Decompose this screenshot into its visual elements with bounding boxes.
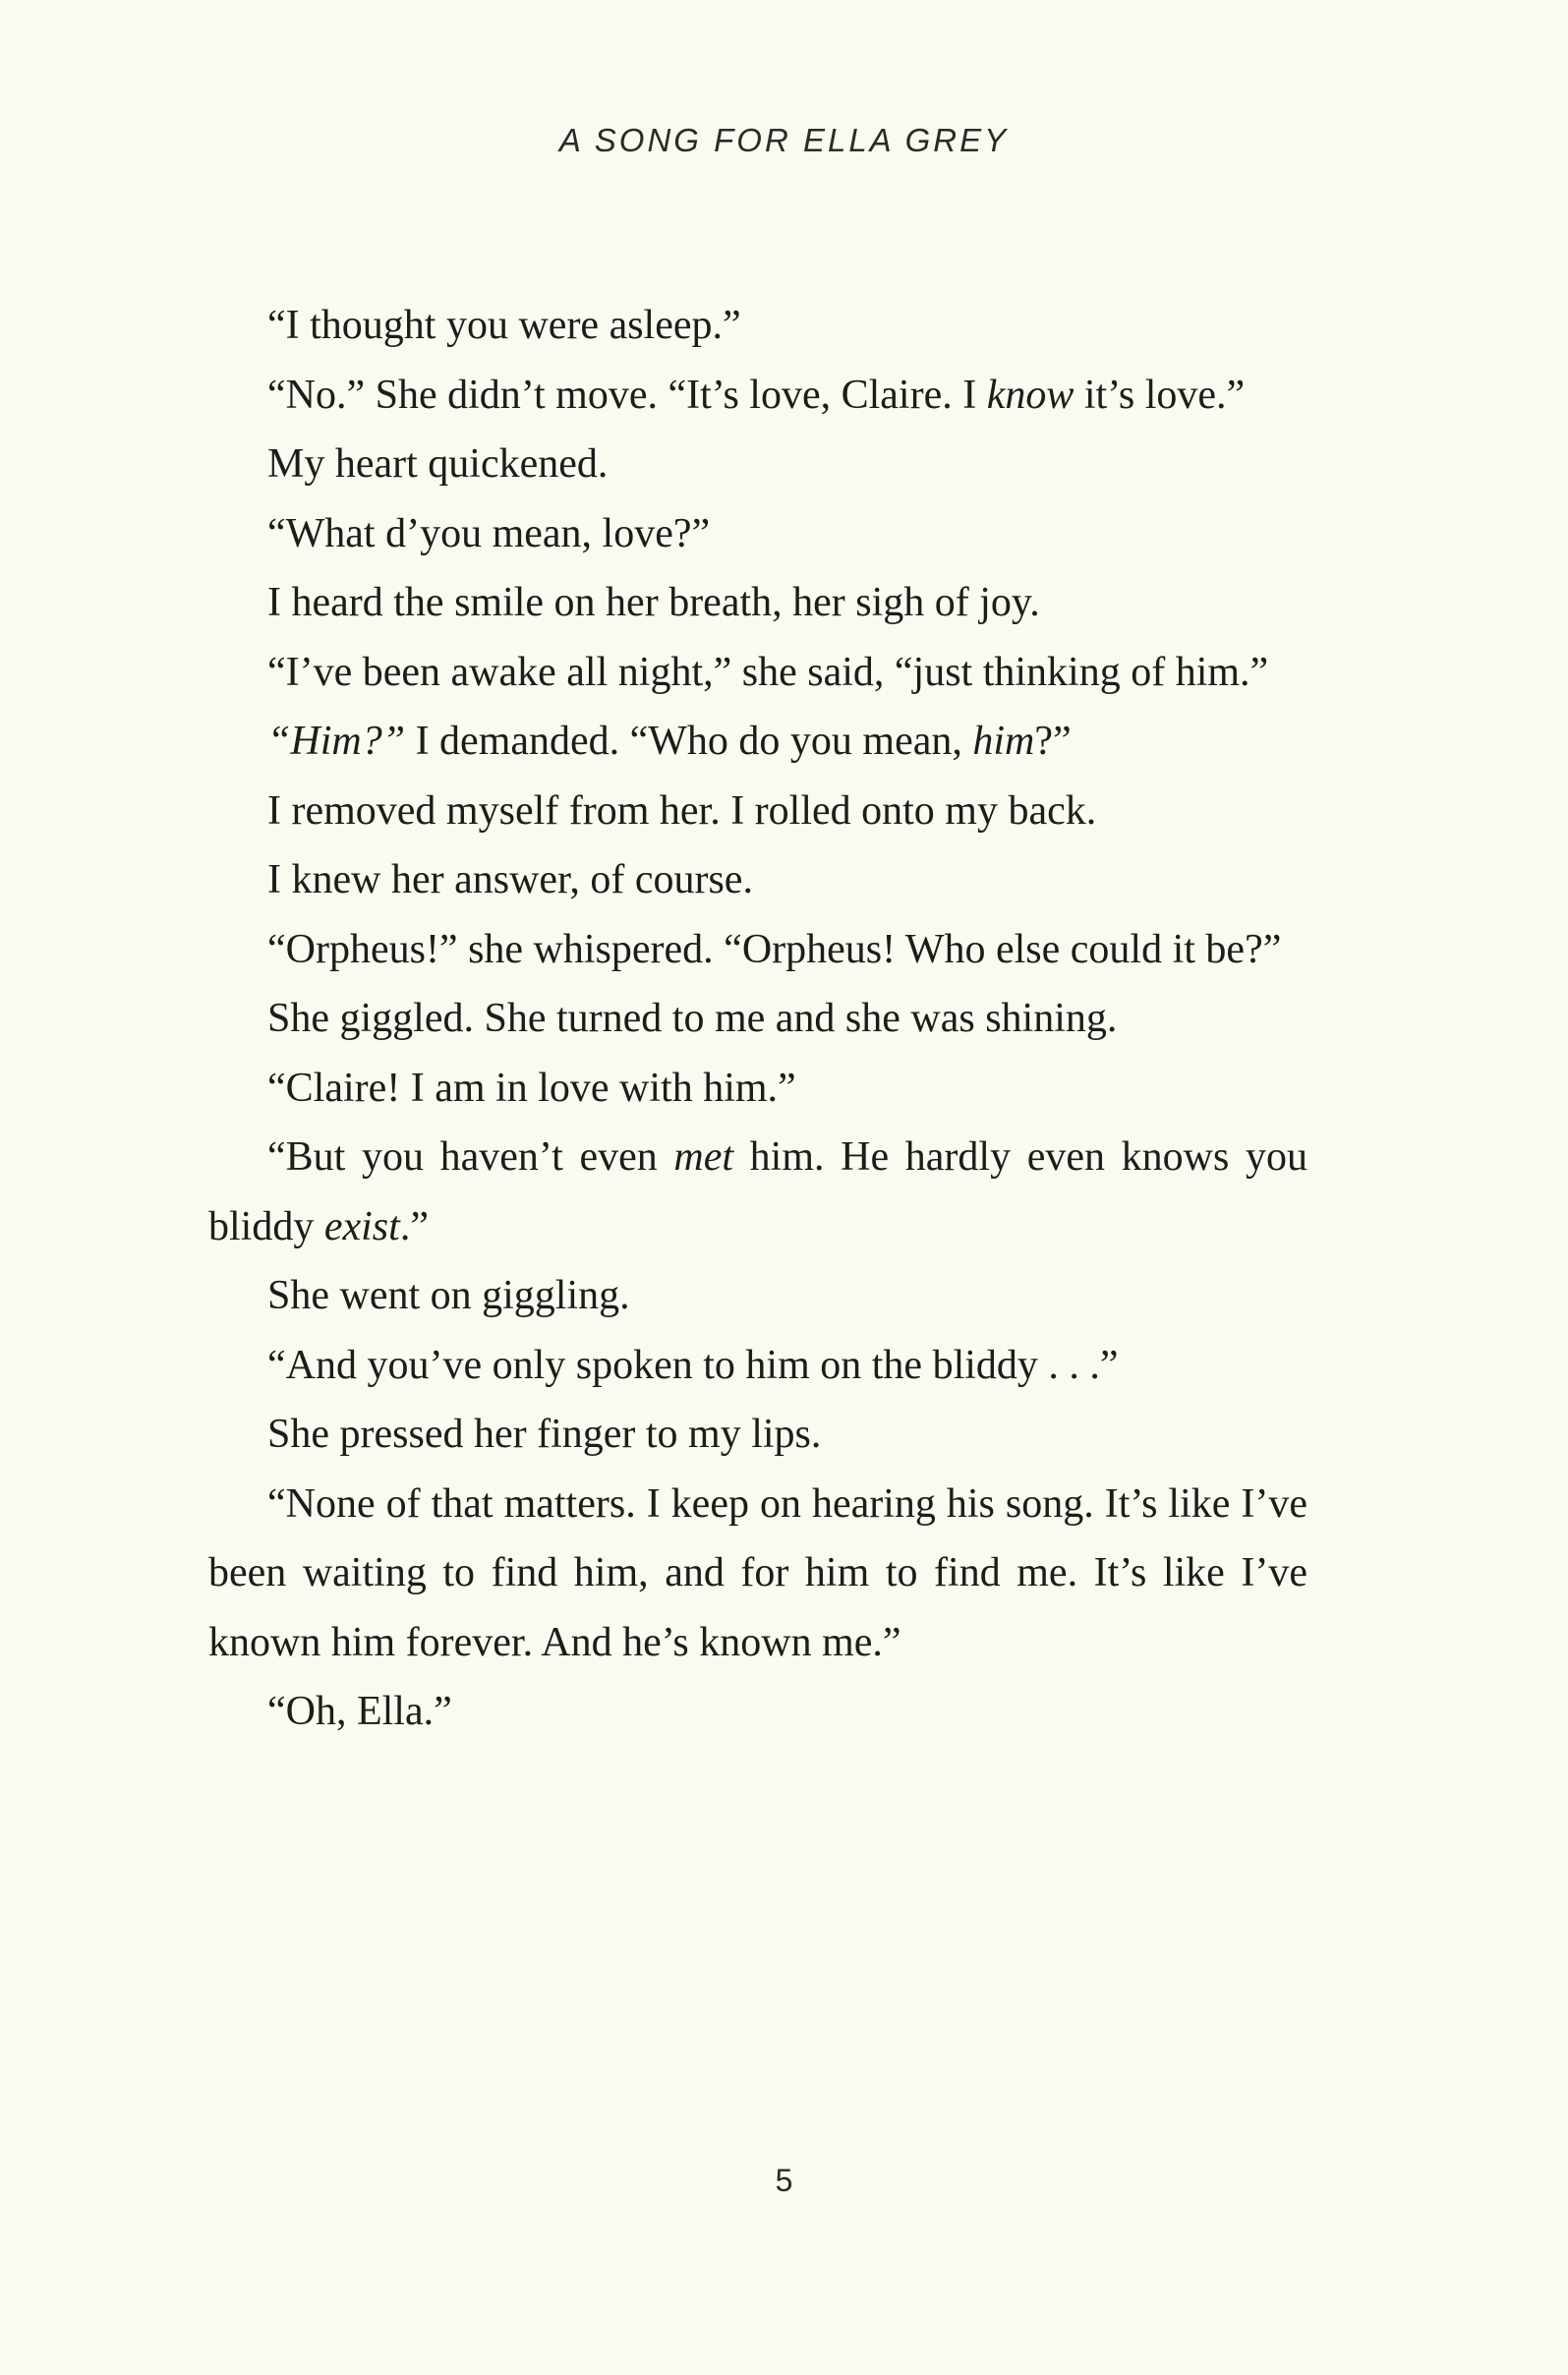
italic-text: “Him?”	[267, 719, 406, 764]
text-run: him. He hardly even knows you bliddy	[208, 1134, 1307, 1249]
paragraph	[208, 1677, 1307, 1747]
text-run: “I’ve been awake all night,” she said, “just thinking of him.”	[267, 649, 1269, 695]
text-run: “Orpheus!” she whispered. “Orpheus! Who else could it be?”	[267, 926, 1282, 972]
text-run: My heart quickened.	[267, 441, 609, 487]
text-run: She went on giggling.	[267, 1273, 630, 1318]
paragraph	[208, 1123, 1307, 1261]
paragraph	[208, 638, 1307, 708]
paragraph	[208, 915, 1307, 985]
body-text	[208, 291, 1307, 1747]
paragraph	[208, 1261, 1307, 1331]
italic-text: know	[986, 372, 1074, 418]
text-run: “Claire! I am in love with him.”	[267, 1065, 796, 1111]
paragraph	[208, 984, 1307, 1054]
paragraph	[208, 430, 1307, 499]
text-run: She pressed her finger to my lips.	[267, 1412, 822, 1457]
paragraph	[208, 845, 1307, 915]
paragraph	[208, 568, 1307, 638]
text-run: “None of that matters. I keep on hearing his song. It’s like I’ve been waiting to find him, and for him to find me. It’s like I’ve known him forever. And he’s known me.”	[208, 1480, 1307, 1665]
text-run: “But you haven’t even	[267, 1134, 674, 1180]
text-run: ?”	[1034, 719, 1072, 764]
paragraph	[208, 1054, 1307, 1124]
text-run: “And you’ve only spoken to him on the bliddy . . .”	[267, 1342, 1119, 1388]
paragraph	[208, 707, 1307, 777]
text-run: I knew her answer, of course.	[267, 857, 753, 902]
paragraph	[208, 361, 1307, 431]
text-run: I demanded. “Who do you mean,	[405, 719, 973, 764]
paragraph	[208, 1400, 1307, 1470]
paragraph	[208, 499, 1307, 569]
running-head: A SONG FOR ELLA GREY	[558, 122, 1010, 158]
text-run: it’s love.”	[1074, 372, 1246, 418]
text-run: She giggled. She turned to me and she was shining.	[267, 996, 1118, 1041]
paragraph	[208, 291, 1307, 361]
italic-text: him	[972, 719, 1035, 764]
text-run: I heard the smile on her breath, her sigh of joy.	[267, 580, 1040, 625]
text-run: .”	[399, 1203, 429, 1249]
text-run: I removed myself from her. I rolled onto my back.	[267, 787, 1097, 834]
text-run: “I thought you were asleep.”	[267, 303, 741, 348]
italic-text: met	[673, 1134, 734, 1180]
text-run: “What d’you mean, love?”	[267, 510, 711, 556]
paragraph	[208, 777, 1307, 846]
paragraph	[208, 1331, 1307, 1401]
italic-text: exist	[323, 1203, 400, 1249]
paragraph	[208, 1470, 1307, 1678]
text-run: “Oh, Ella.”	[267, 1689, 452, 1734]
text-run: “No.” She didn’t move. “It’s love, Claire. I	[267, 372, 987, 418]
page-number: 5	[775, 2163, 793, 2198]
